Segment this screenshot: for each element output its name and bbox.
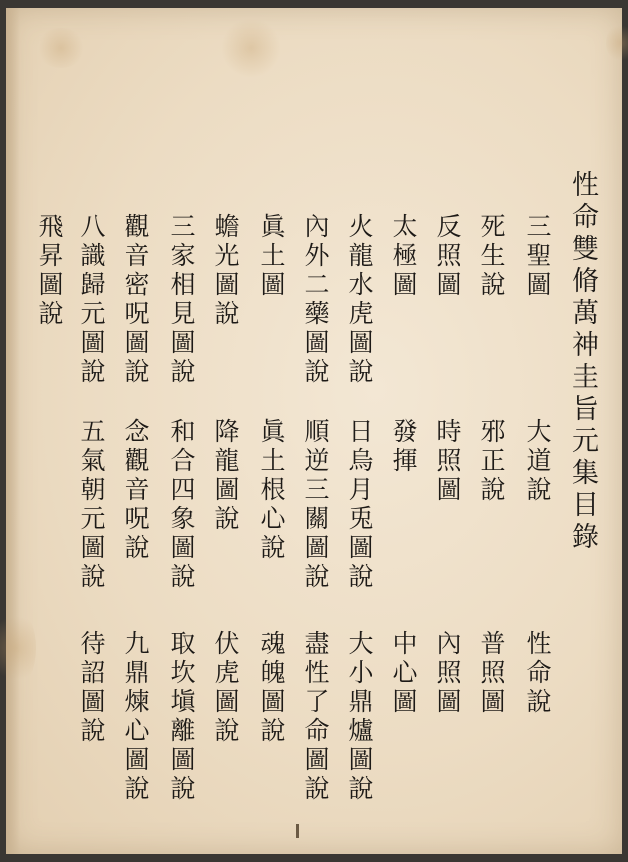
toc-entry: 順逆三關圖說 <box>301 418 330 592</box>
toc-entry: 五氣朝元圖說 <box>77 418 106 592</box>
toc-entry: 和合四象圖說 <box>167 418 196 592</box>
toc-entry: 三聖圖 <box>523 213 552 300</box>
page-spine-shadow <box>6 8 20 854</box>
toc-entry: 大小鼎爐圖說 <box>345 630 374 804</box>
toc-entry: 念觀音呪說 <box>121 418 150 563</box>
toc-entry: 時照圖 <box>433 418 462 505</box>
toc-entry: 死生說 <box>477 213 506 300</box>
toc-entry: 普照圖 <box>477 630 506 717</box>
toc-entry: 蟾光圖說 <box>211 213 240 329</box>
toc-entry: 大道說 <box>523 418 552 505</box>
toc-entry: 取坎塡離圖說 <box>167 630 196 804</box>
toc-entry: 內外二藥圖說 <box>301 213 330 387</box>
toc-entry: 性命說 <box>523 630 552 717</box>
toc-entry: 觀音密呪圖說 <box>121 213 150 387</box>
toc-entry: 火龍水虎圖說 <box>345 213 374 387</box>
page-mark <box>296 824 299 838</box>
toc-entry: 飛昇圖說 <box>35 213 64 329</box>
toc-entry: 日烏月兎圖說 <box>345 418 374 592</box>
toc-entry: 降龍圖說 <box>211 418 240 534</box>
toc-entry: 待詔圖說 <box>77 630 106 746</box>
toc-entry: 伏虎圖說 <box>211 630 240 746</box>
toc-entry: 中心圖 <box>389 630 418 717</box>
toc-entry: 發揮 <box>389 418 418 476</box>
stain <box>36 28 86 68</box>
toc-entry: 三家相見圖說 <box>167 213 196 387</box>
toc-entry: 盡性了命圖說 <box>301 630 330 804</box>
book-page <box>6 8 622 854</box>
page-title: 性命雙脩萬神圭旨元集目錄 <box>567 170 598 554</box>
toc-entry: 魂魄圖說 <box>257 630 286 746</box>
toc-entry: 內照圖 <box>433 630 462 717</box>
toc-entry: 九鼎煉心圖說 <box>121 630 150 804</box>
toc-entry: 眞土根心說 <box>257 418 286 563</box>
stain <box>221 18 281 78</box>
stain <box>0 608 36 688</box>
stain <box>606 23 628 63</box>
toc-entry: 八識歸元圖說 <box>77 213 106 387</box>
toc-entry: 邪正說 <box>477 418 506 505</box>
toc-entry: 眞土圖 <box>257 213 286 300</box>
toc-entry: 太極圖 <box>389 213 418 300</box>
toc-entry: 反照圖 <box>433 213 462 300</box>
